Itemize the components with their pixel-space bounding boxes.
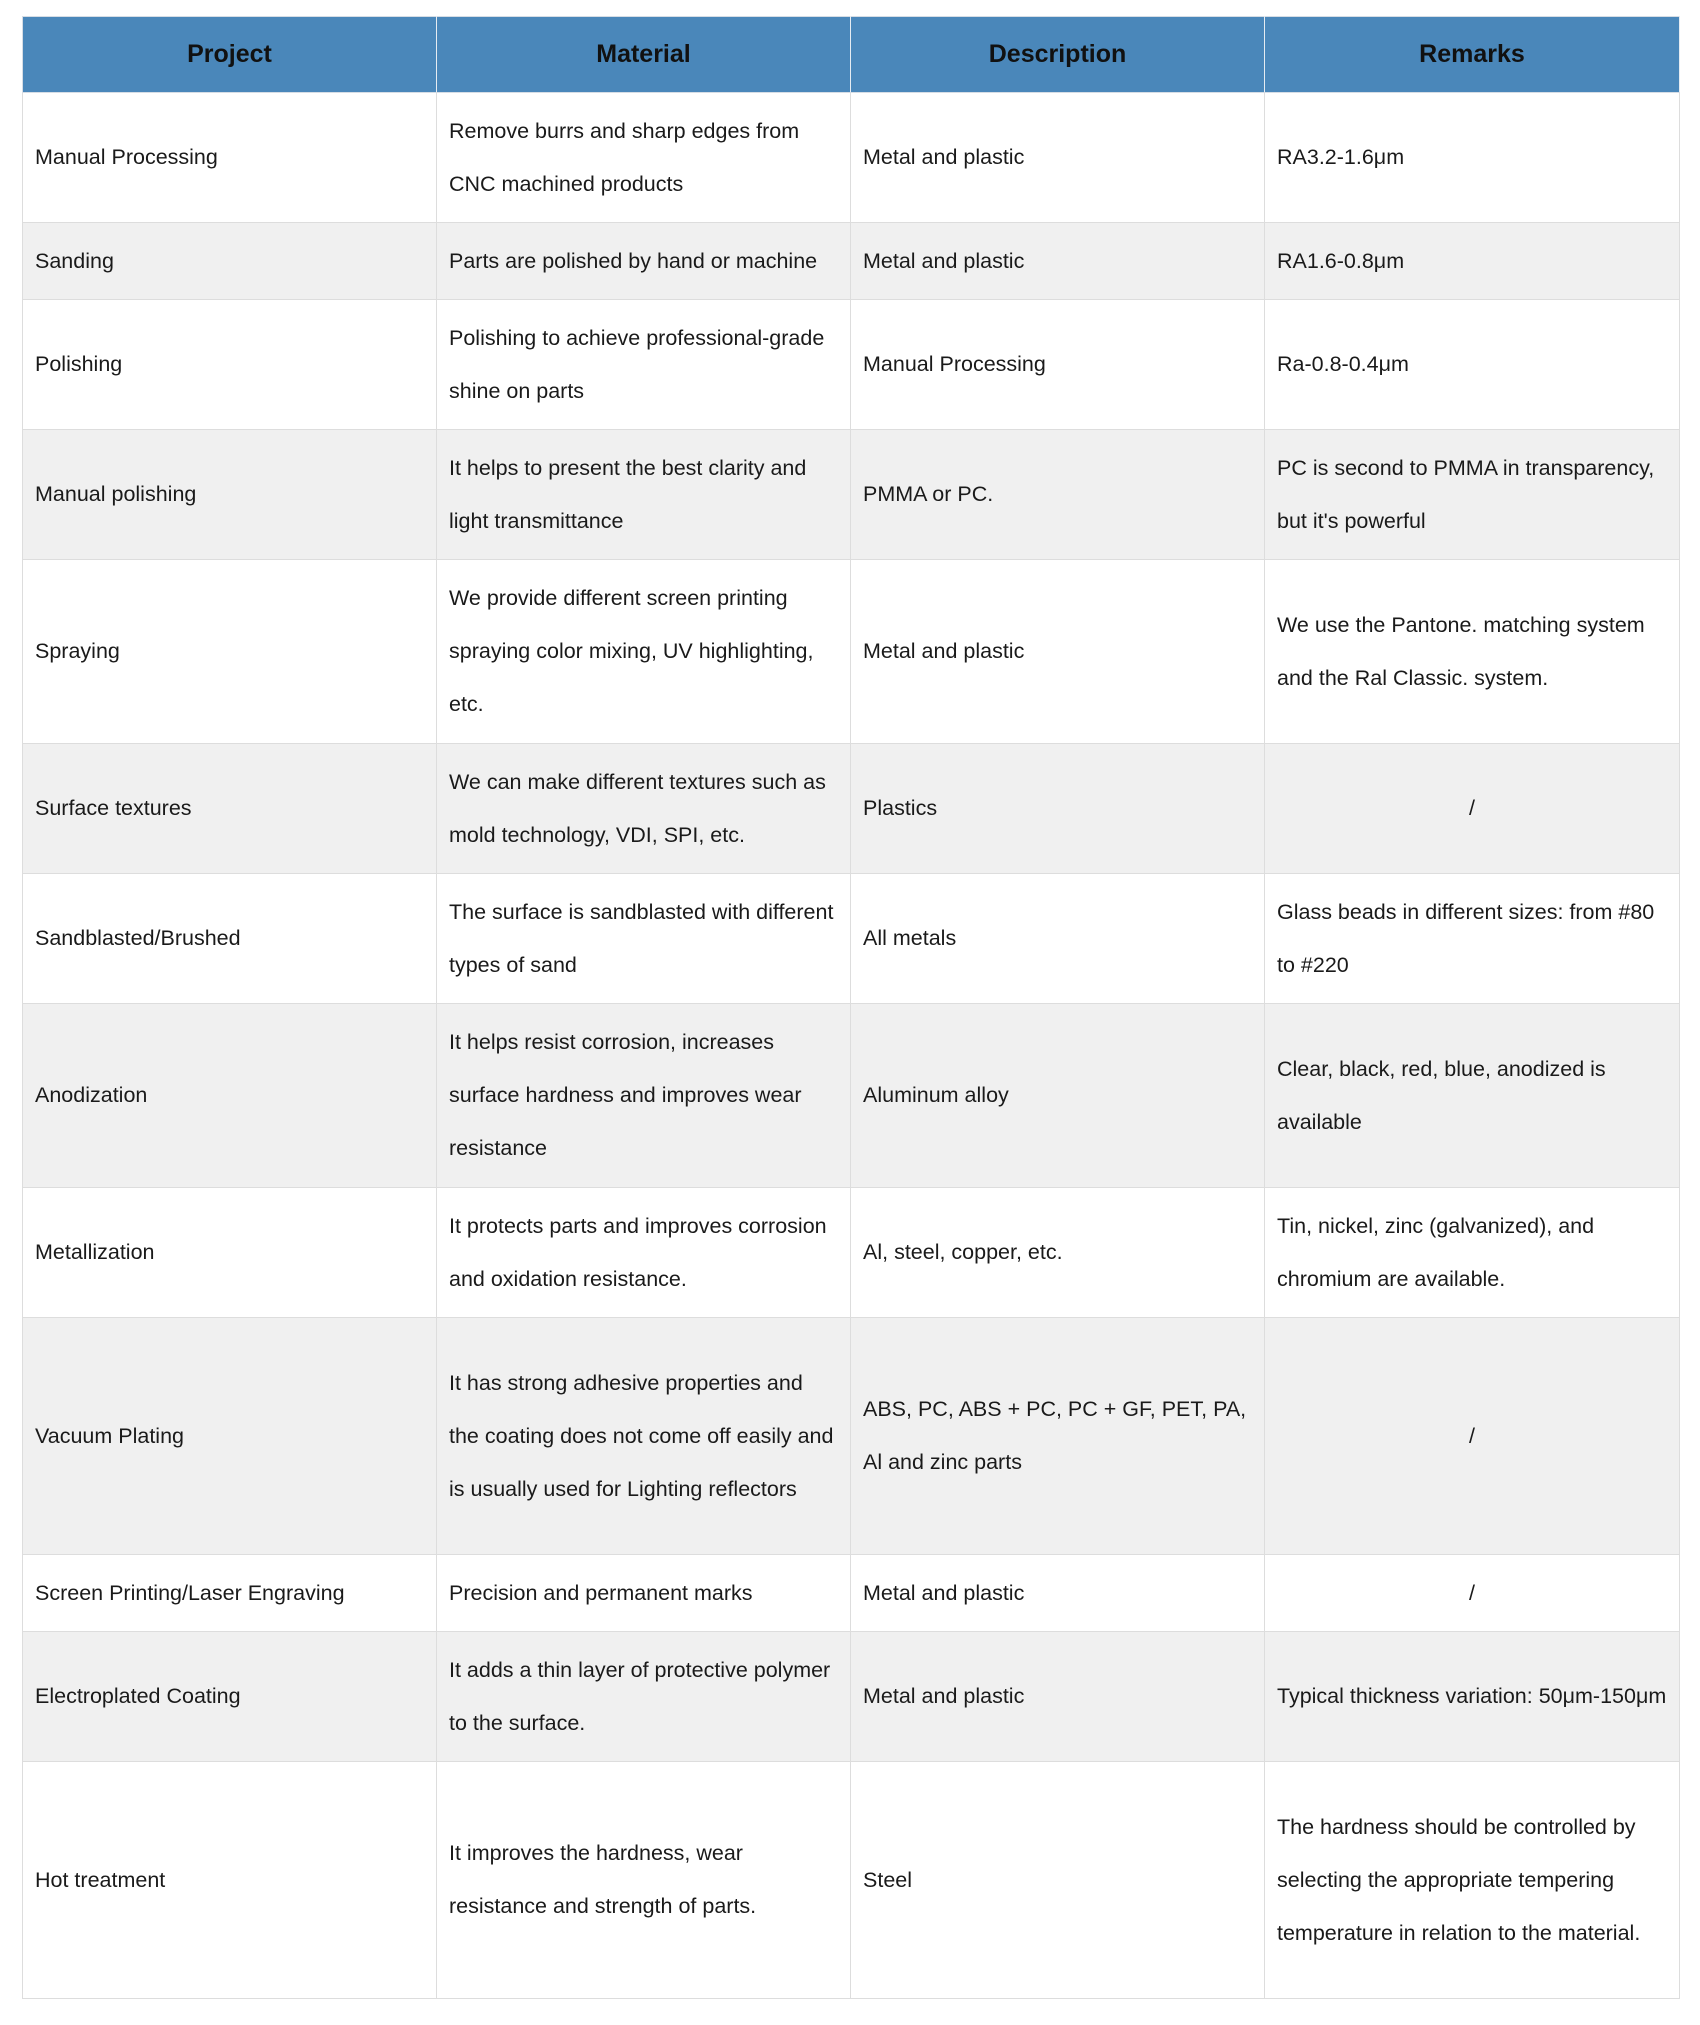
cell-material: It helps to present the best clarity and light transmittance (437, 430, 851, 560)
cell-project: Manual polishing (23, 430, 437, 560)
cell-remarks: The hardness should be controlled by selecting the appropriate tempering temperature in relation to the material. (1265, 1762, 1680, 1999)
table-row (23, 300, 1680, 430)
cell-project: Anodization (23, 1004, 437, 1188)
cell-description: Plastics (851, 744, 1265, 874)
cell-remarks: / (1265, 744, 1680, 874)
table-body (23, 93, 1680, 1999)
table-row (23, 1004, 1680, 1188)
cell-remarks: Ra-0.8-0.4μm (1265, 300, 1680, 430)
cell-description: Metal and plastic (851, 1555, 1265, 1632)
cell-remarks: RA1.6-0.8μm (1265, 223, 1680, 300)
cell-material: It protects parts and improves corrosion and oxidation resistance. (437, 1188, 851, 1318)
cell-description: ABS, PC, ABS + PC, PC + GF, PET, PA, Al and zinc parts (851, 1318, 1265, 1555)
cell-description: Metal and plastic (851, 560, 1265, 744)
cell-material: It has strong adhesive properties and the coating does not come off easily and is usually used for Lighting reflectors (437, 1318, 851, 1555)
cell-project: Manual Processing (23, 93, 437, 223)
cell-description: PMMA or PC. (851, 430, 1265, 560)
column-header-description[interactable]: Description (851, 17, 1265, 93)
cell-remarks: Glass beads in different sizes: from #80 to #220 (1265, 874, 1680, 1004)
cell-project: Sanding (23, 223, 437, 300)
cell-remarks: Typical thickness variation: 50μm-150μm (1265, 1632, 1680, 1762)
table-row (23, 93, 1680, 223)
table-row (23, 1632, 1680, 1762)
cell-project: Spraying (23, 560, 437, 744)
cell-project: Metallization (23, 1188, 437, 1318)
cell-remarks: / (1265, 1318, 1680, 1555)
cell-remarks: / (1265, 1555, 1680, 1632)
cell-description: All metals (851, 874, 1265, 1004)
table-row (23, 223, 1680, 300)
table-row (23, 1318, 1680, 1555)
cell-project: Screen Printing/Laser Engraving (23, 1555, 437, 1632)
cell-material: It adds a thin layer of protective polymer to the surface. (437, 1632, 851, 1762)
cell-material: It improves the hardness, wear resistance and strength of parts. (437, 1762, 851, 1999)
cell-material: The surface is sandblasted with different types of sand (437, 874, 851, 1004)
table-row (23, 1188, 1680, 1318)
cell-material: We provide different screen printing spraying color mixing, UV highlighting, etc. (437, 560, 851, 744)
cell-description: Manual Processing (851, 300, 1265, 430)
table-header-row (23, 17, 1680, 93)
cell-description: Metal and plastic (851, 223, 1265, 300)
table-row (23, 744, 1680, 874)
table-row (23, 874, 1680, 1004)
cell-material: It helps resist corrosion, increases surface hardness and improves wear resistance (437, 1004, 851, 1188)
cell-material: Polishing to achieve professional-grade shine on parts (437, 300, 851, 430)
cell-material: Precision and permanent marks (437, 1555, 851, 1632)
cell-remarks: PC is second to PMMA in transparency, but it's powerful (1265, 430, 1680, 560)
cell-description: Metal and plastic (851, 1632, 1265, 1762)
cell-project: Hot treatment (23, 1762, 437, 1999)
cell-remarks: RA3.2-1.6μm (1265, 93, 1680, 223)
surface-finish-table (22, 16, 1680, 1999)
table-row (23, 430, 1680, 560)
table-row (23, 1555, 1680, 1632)
table-row (23, 1762, 1680, 1999)
cell-description: Aluminum alloy (851, 1004, 1265, 1188)
cell-material: We can make different textures such as mold technology, VDI, SPI, etc. (437, 744, 851, 874)
cell-remarks: We use the Pantone. matching system and the Ral Classic. system. (1265, 560, 1680, 744)
table-header (23, 17, 1680, 93)
table-row (23, 560, 1680, 744)
column-header-material[interactable]: Material (437, 17, 851, 93)
cell-project: Polishing (23, 300, 437, 430)
cell-project: Vacuum Plating (23, 1318, 437, 1555)
column-header-remarks[interactable]: Remarks (1265, 17, 1680, 93)
cell-description: Al, steel, copper, etc. (851, 1188, 1265, 1318)
cell-remarks: Clear, black, red, blue, anodized is available (1265, 1004, 1680, 1188)
cell-project: Electroplated Coating (23, 1632, 437, 1762)
cell-description: Steel (851, 1762, 1265, 1999)
cell-material: Parts are polished by hand or machine (437, 223, 851, 300)
cell-description: Metal and plastic (851, 93, 1265, 223)
cell-project: Sandblasted/Brushed (23, 874, 437, 1004)
column-header-project[interactable]: Project (23, 17, 437, 93)
cell-material: Remove burrs and sharp edges from CNC machined products (437, 93, 851, 223)
cell-project: Surface textures (23, 744, 437, 874)
cell-remarks: Tin, nickel, zinc (galvanized), and chromium are available. (1265, 1188, 1680, 1318)
